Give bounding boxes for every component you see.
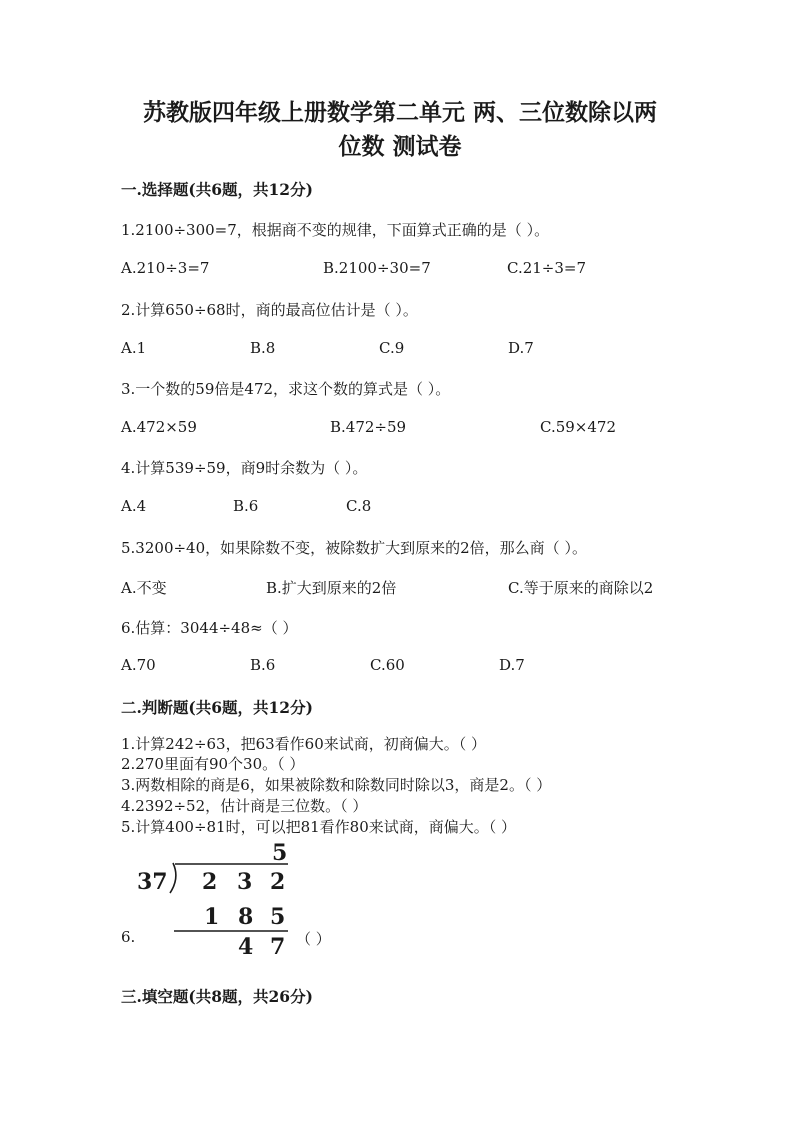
remainder-digit-1: 4 (238, 934, 254, 960)
judge-item-5: 5.计算400÷81时，可以把81看作80来试商，商偏大。（ ） (121, 818, 517, 836)
judge-item-2: 2.270里面有90个30。（ ） (121, 755, 305, 773)
q1-option-a[interactable]: A.210÷3=7 (121, 259, 210, 277)
question-6: 6.估算：3044÷48≈（ ） (121, 619, 298, 637)
q5-option-b[interactable]: B.扩大到原来的2倍 (266, 579, 397, 597)
remainder-digit-2: 7 (270, 934, 286, 960)
q2-option-c[interactable]: C.9 (379, 339, 405, 357)
question-2: 2.计算650÷68时，商的最高位估计是（ ）。 (121, 301, 418, 319)
q1-option-c[interactable]: C.21÷3=7 (507, 259, 587, 277)
question-4: 4.计算539÷59，商9时余数为（ ）。 (121, 459, 368, 477)
dividend-digit-2: 3 (237, 869, 253, 895)
long-division-figure (120, 840, 380, 970)
divisor: 37 (137, 869, 168, 895)
q2-option-b[interactable]: B.8 (250, 339, 276, 357)
judge-item-1: 1.计算242÷63，把63看作60来试商，初商偏大。（ ） (121, 735, 487, 753)
q3-option-a[interactable]: A.472×59 (121, 418, 197, 436)
section-heading-fill: 三.填空题(共8题，共26分) (121, 987, 313, 1006)
question-3: 3.一个数的59倍是472，求这个数的算式是（ ）。 (121, 380, 451, 398)
page-title-line-2: 位数 测试卷 (338, 133, 462, 160)
question-1: 1.2100÷300=7，根据商不变的规律，下面算式正确的是（ ）。 (121, 221, 550, 239)
q1-option-b[interactable]: B.2100÷30=7 (323, 259, 431, 277)
q4-option-a[interactable]: A.4 (121, 497, 147, 515)
dividend-digit-3: 2 (270, 869, 286, 895)
judge-item-6-label: 6. (121, 928, 136, 946)
product-digit-2: 8 (238, 904, 254, 930)
q4-option-c[interactable]: C.8 (346, 497, 372, 515)
q6-option-b[interactable]: B.6 (250, 656, 276, 674)
division-bracket (170, 863, 176, 893)
judge-item-3: 3.两数相除的商是6，如果被除数和除数同时除以3，商是2。（ ） (121, 776, 552, 794)
judge-item-6-answer-paren: （ ） (296, 930, 331, 948)
dividend-digit-1: 2 (202, 869, 218, 895)
section-heading-judge: 二.判断题(共6题，共12分) (121, 698, 313, 717)
q3-option-b[interactable]: B.472÷59 (330, 418, 407, 436)
question-5: 5.3200÷40，如果除数不变，被除数扩大到原来的2倍，那么商（ ）。 (121, 539, 587, 557)
q6-option-c[interactable]: C.60 (370, 656, 405, 674)
q4-option-b[interactable]: B.6 (233, 497, 259, 515)
judge-item-4: 4.2392÷52，估计商是三位数。（ ） (121, 797, 368, 815)
q3-option-c[interactable]: C.59×472 (540, 418, 616, 436)
q6-option-d[interactable]: D.7 (499, 656, 525, 674)
quotient-digit: 5 (272, 840, 288, 866)
product-digit-1: 1 (204, 904, 220, 930)
q2-option-a[interactable]: A.1 (121, 339, 147, 357)
q5-option-c[interactable]: C.等于原来的商除以2 (508, 579, 654, 597)
section-heading-choice: 一.选择题(共6题，共12分) (121, 180, 313, 199)
q6-option-a[interactable]: A.70 (121, 656, 156, 674)
q2-option-d[interactable]: D.7 (508, 339, 534, 357)
q5-option-a[interactable]: A.不变 (121, 579, 167, 597)
product-digit-3: 5 (270, 904, 286, 930)
page-title-line-1: 苏教版四年级上册数学第二单元 两、三位数除以两 (142, 99, 657, 126)
